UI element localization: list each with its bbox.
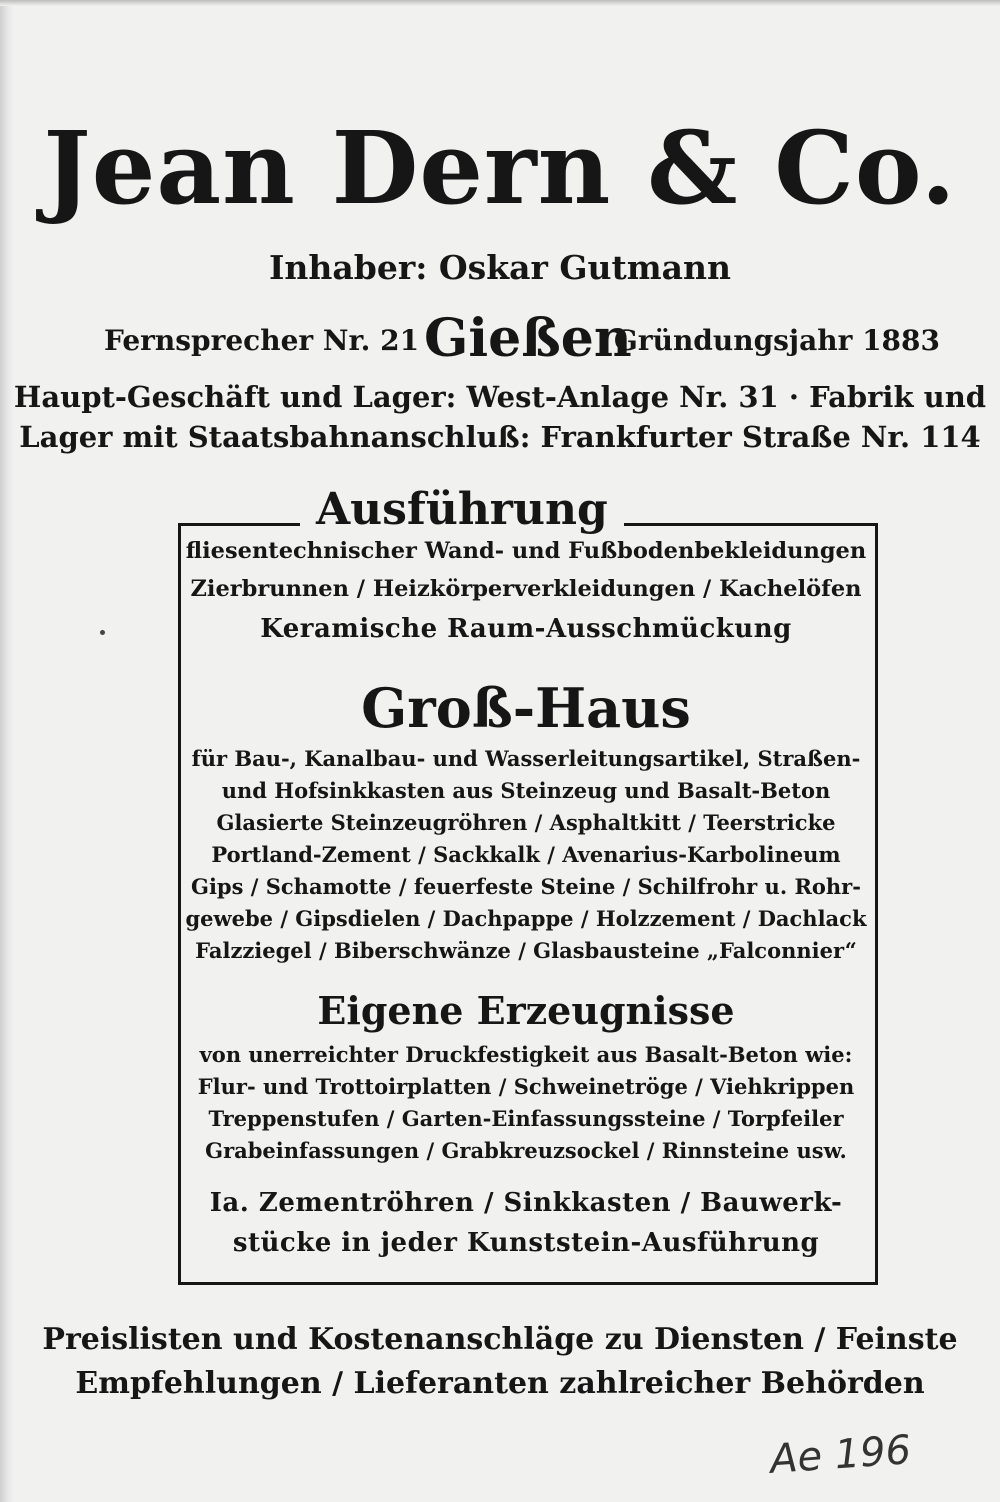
services-heading: Ausführung (300, 484, 624, 535)
product-line: Falzziegel / Biberschwänze / Glasbausteine „Falconnier“ (195, 938, 857, 963)
service-line: Zierbrunnen / Heizkörperverkleidungen / Kachelöfen (190, 576, 862, 602)
own-products-title: Eigene Erzeugnisse (317, 988, 735, 1033)
own-product-line: Flur- und Trottoirplatten / Schweinetröge / Viehkrippen (197, 1074, 855, 1099)
own-product-line: Grabeinfassungen / Grabkreuzsockel / Rinnsteine usw. (205, 1138, 847, 1163)
closing-line: stücke in jeder Kunststein-Ausführung (232, 1228, 820, 1258)
print-speck (100, 630, 105, 635)
footer-line-2: Empfehlungen / Lieferanten zahlreicher Behörden (75, 1366, 925, 1401)
page-binding-edge (0, 0, 14, 1502)
page-top-edge (0, 0, 1000, 6)
own-product-line: von unerreichter Druckfestigkeit aus Basalt-Beton wie: (199, 1042, 853, 1067)
contact-row (104, 308, 940, 369)
service-line: Keramische Raum-Ausschmückung (260, 614, 792, 644)
city-name: Gießen (424, 308, 632, 369)
footer-line-1: Preislisten und Kostenanschläge zu Diensten / Feinste (42, 1322, 958, 1357)
closing-line: Ia. Zementröhren / Sinkkasten / Bauwerk- (209, 1188, 843, 1218)
address-line-2: Lager mit Staatsbahnanschluß: Frankfurter Straße Nr. 114 (19, 420, 981, 454)
product-line: gewebe / Gipsdielen / Dachpappe / Holzzement / Dachlack (185, 906, 867, 931)
address-line-1: Haupt-Geschäft und Lager: West-Anlage Nr. 31 · Fabrik und (13, 380, 987, 414)
phone-number: Fernsprecher Nr. 21 (104, 324, 420, 357)
product-line: und Hofsinkkasten aus Steinzeug und Basalt-Beton (221, 778, 831, 803)
product-line: für Bau-, Kanalbau- und Wasserleitungsartikel, Straßen- (191, 746, 861, 771)
own-product-line: Treppenstufen / Garten-Einfassungssteine / Torpfeiler (208, 1106, 844, 1131)
handwritten-shelf-mark: Ae 196 (768, 1427, 913, 1483)
product-line: Glasierte Steinzeugröhren / Asphaltkitt / Teerstricke (216, 810, 836, 835)
founding-year: Gründungsjahr 1883 (613, 324, 940, 357)
product-line: Portland-Zement / Sackkalk / Avenarius-Karbolineum (211, 842, 841, 867)
section-title: Groß-Haus (361, 676, 691, 740)
firm-name: Jean Dern & Co. (43, 109, 957, 227)
service-line: fliesentechnischer Wand- und Fußbodenbekleidungen (185, 538, 867, 564)
product-line: Gips / Schamotte / feuerfeste Steine / Schilfrohr u. Rohr- (191, 874, 861, 899)
owner-line: Inhaber: Oskar Gutmann (268, 248, 732, 287)
